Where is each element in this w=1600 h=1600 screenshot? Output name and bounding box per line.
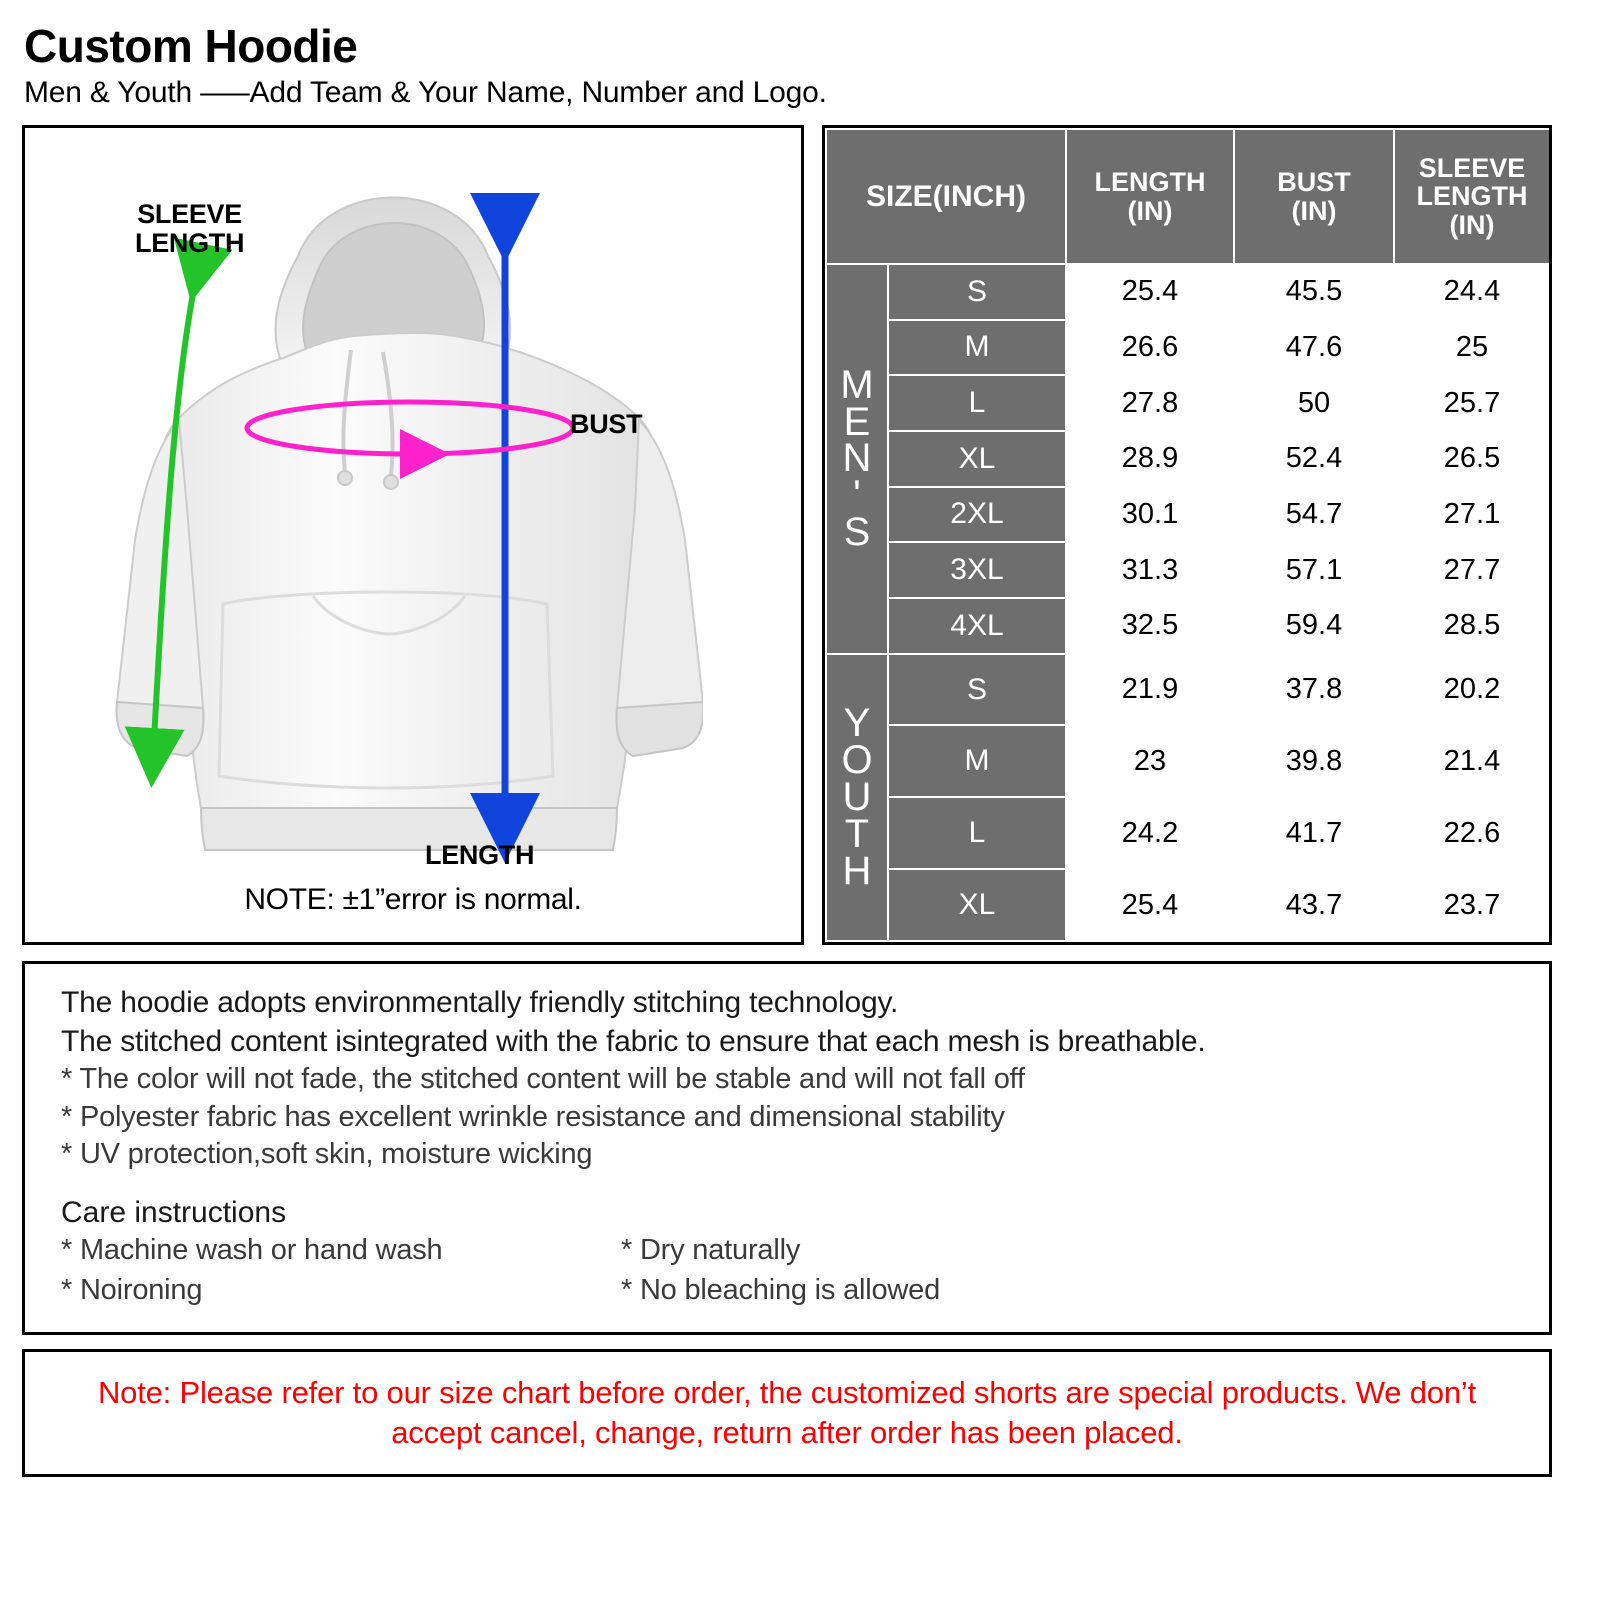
care-item: * No bleaching is allowed: [621, 1273, 941, 1306]
table-row: [826, 869, 1550, 941]
info-bullet: * Polyester fabric has excellent wrinkle resistance and dimensional stability: [61, 1100, 1005, 1133]
bust-cell: 47.6: [1234, 320, 1394, 376]
care-instructions-list: [61, 1232, 1513, 1309]
order-policy-note: [22, 1349, 1552, 1477]
measurement-diagram: [22, 125, 804, 945]
bust-cell: 54.7: [1234, 487, 1394, 543]
bust-cell: 50: [1234, 375, 1394, 431]
size-cell: S: [888, 264, 1066, 320]
length-cell: 21.9: [1066, 654, 1234, 726]
table-row: [826, 542, 1550, 598]
sleeve-cell: 23.7: [1394, 869, 1550, 941]
table-row: [826, 797, 1550, 869]
page-subtitle: Men & Youth –––Add Team & Your Name, Number and Logo.: [24, 76, 827, 110]
info-bullet: * The color will not fade, the stitched content will be stable and will not fall off: [61, 1063, 1025, 1096]
length-cell: 25.4: [1066, 869, 1234, 941]
page-title: Custom Hoodie: [24, 20, 358, 72]
size-cell: S: [888, 654, 1066, 726]
info-strong-line: The hoodie adopts environmentally friendly stitching technology.: [61, 986, 899, 1020]
note-line-2: products. We don’t accept cancel, change, return after order has been placed.: [391, 1374, 1476, 1450]
size-cell: 3XL: [888, 542, 1066, 598]
header-sleeve-length: SLEEVE LENGTH (IN): [1394, 129, 1550, 264]
info-bullet: * UV protection,soft skin, moisture wicking: [61, 1138, 593, 1171]
size-cell: L: [888, 797, 1066, 869]
group-label-mens: M E N ' S: [826, 264, 888, 654]
care-item: * Machine wash or hand wash: [61, 1234, 443, 1267]
length-label: LENGTH: [425, 840, 535, 871]
sleeve-cell: 21.4: [1394, 725, 1550, 797]
care-item: * Noironing: [61, 1273, 203, 1306]
bust-cell: 39.8: [1234, 725, 1394, 797]
table-row: [826, 431, 1550, 487]
length-cell: 31.3: [1066, 542, 1234, 598]
table-row: [826, 264, 1550, 320]
bust-cell: 43.7: [1234, 869, 1394, 941]
note-line-1: Note: Please refer to our size chart before order, the customized shorts are special: [98, 1374, 1214, 1410]
sleeve-cell: 20.2: [1394, 654, 1550, 726]
sleeve-length-label: SLEEVE LENGTH: [135, 199, 245, 258]
sleeve-cell: 27.7: [1394, 542, 1550, 598]
table-row: [826, 725, 1550, 797]
diagram-note: NOTE: ±1”error is normal.: [244, 883, 582, 917]
order-policy-note-text: [25, 1373, 1549, 1452]
length-cell: 25.4: [1066, 264, 1234, 320]
size-cell: M: [888, 320, 1066, 376]
length-cell: 24.2: [1066, 797, 1234, 869]
sleeve-cell: 24.4: [1394, 264, 1550, 320]
bust-cell: 59.4: [1234, 598, 1394, 654]
size-chart-table-container: [822, 125, 1552, 945]
sleeve-cell: 22.6: [1394, 797, 1550, 869]
length-cell: 30.1: [1066, 487, 1234, 543]
header-size: SIZE(INCH): [826, 129, 1066, 264]
sleeve-cell: 25: [1394, 320, 1550, 376]
header-length: LENGTH (IN): [1066, 129, 1234, 264]
bust-cell: 45.5: [1234, 264, 1394, 320]
group-label-youth: Y O U T H: [826, 654, 888, 942]
bust-label: BUST: [570, 409, 643, 440]
bust-cell: 37.8: [1234, 654, 1394, 726]
size-chart-table: [825, 128, 1551, 942]
bust-cell: 41.7: [1234, 797, 1394, 869]
top-row: [22, 125, 1578, 945]
table-row: [826, 375, 1550, 431]
sleeve-cell: 26.5: [1394, 431, 1550, 487]
care-instructions-title: Care instructions: [61, 1196, 287, 1230]
sleeve-cell: 28.5: [1394, 598, 1550, 654]
length-cell: 26.6: [1066, 320, 1234, 376]
size-cell: XL: [888, 869, 1066, 941]
table-row: [826, 654, 1550, 726]
table-header-row: [826, 129, 1550, 264]
size-cell: L: [888, 375, 1066, 431]
bust-cell: 52.4: [1234, 431, 1394, 487]
size-cell: M: [888, 725, 1066, 797]
table-row: [826, 487, 1550, 543]
length-cell: 27.8: [1066, 375, 1234, 431]
length-cell: 23: [1066, 725, 1234, 797]
size-cell: XL: [888, 431, 1066, 487]
size-cell: 2XL: [888, 487, 1066, 543]
sleeve-cell: 25.7: [1394, 375, 1550, 431]
product-info-panel: [22, 961, 1552, 1334]
length-cell: 32.5: [1066, 598, 1234, 654]
header-bust: BUST (IN): [1234, 129, 1394, 264]
care-item: * Dry naturally: [621, 1234, 801, 1267]
sleeve-cell: 27.1: [1394, 487, 1550, 543]
bust-cell: 57.1: [1234, 542, 1394, 598]
table-row: [826, 598, 1550, 654]
table-row: [826, 320, 1550, 376]
info-strong-line: The stitched content isintegrated with the fabric to ensure that each mesh is breathable.: [61, 1024, 1206, 1058]
size-cell: 4XL: [888, 598, 1066, 654]
length-cell: 28.9: [1066, 431, 1234, 487]
